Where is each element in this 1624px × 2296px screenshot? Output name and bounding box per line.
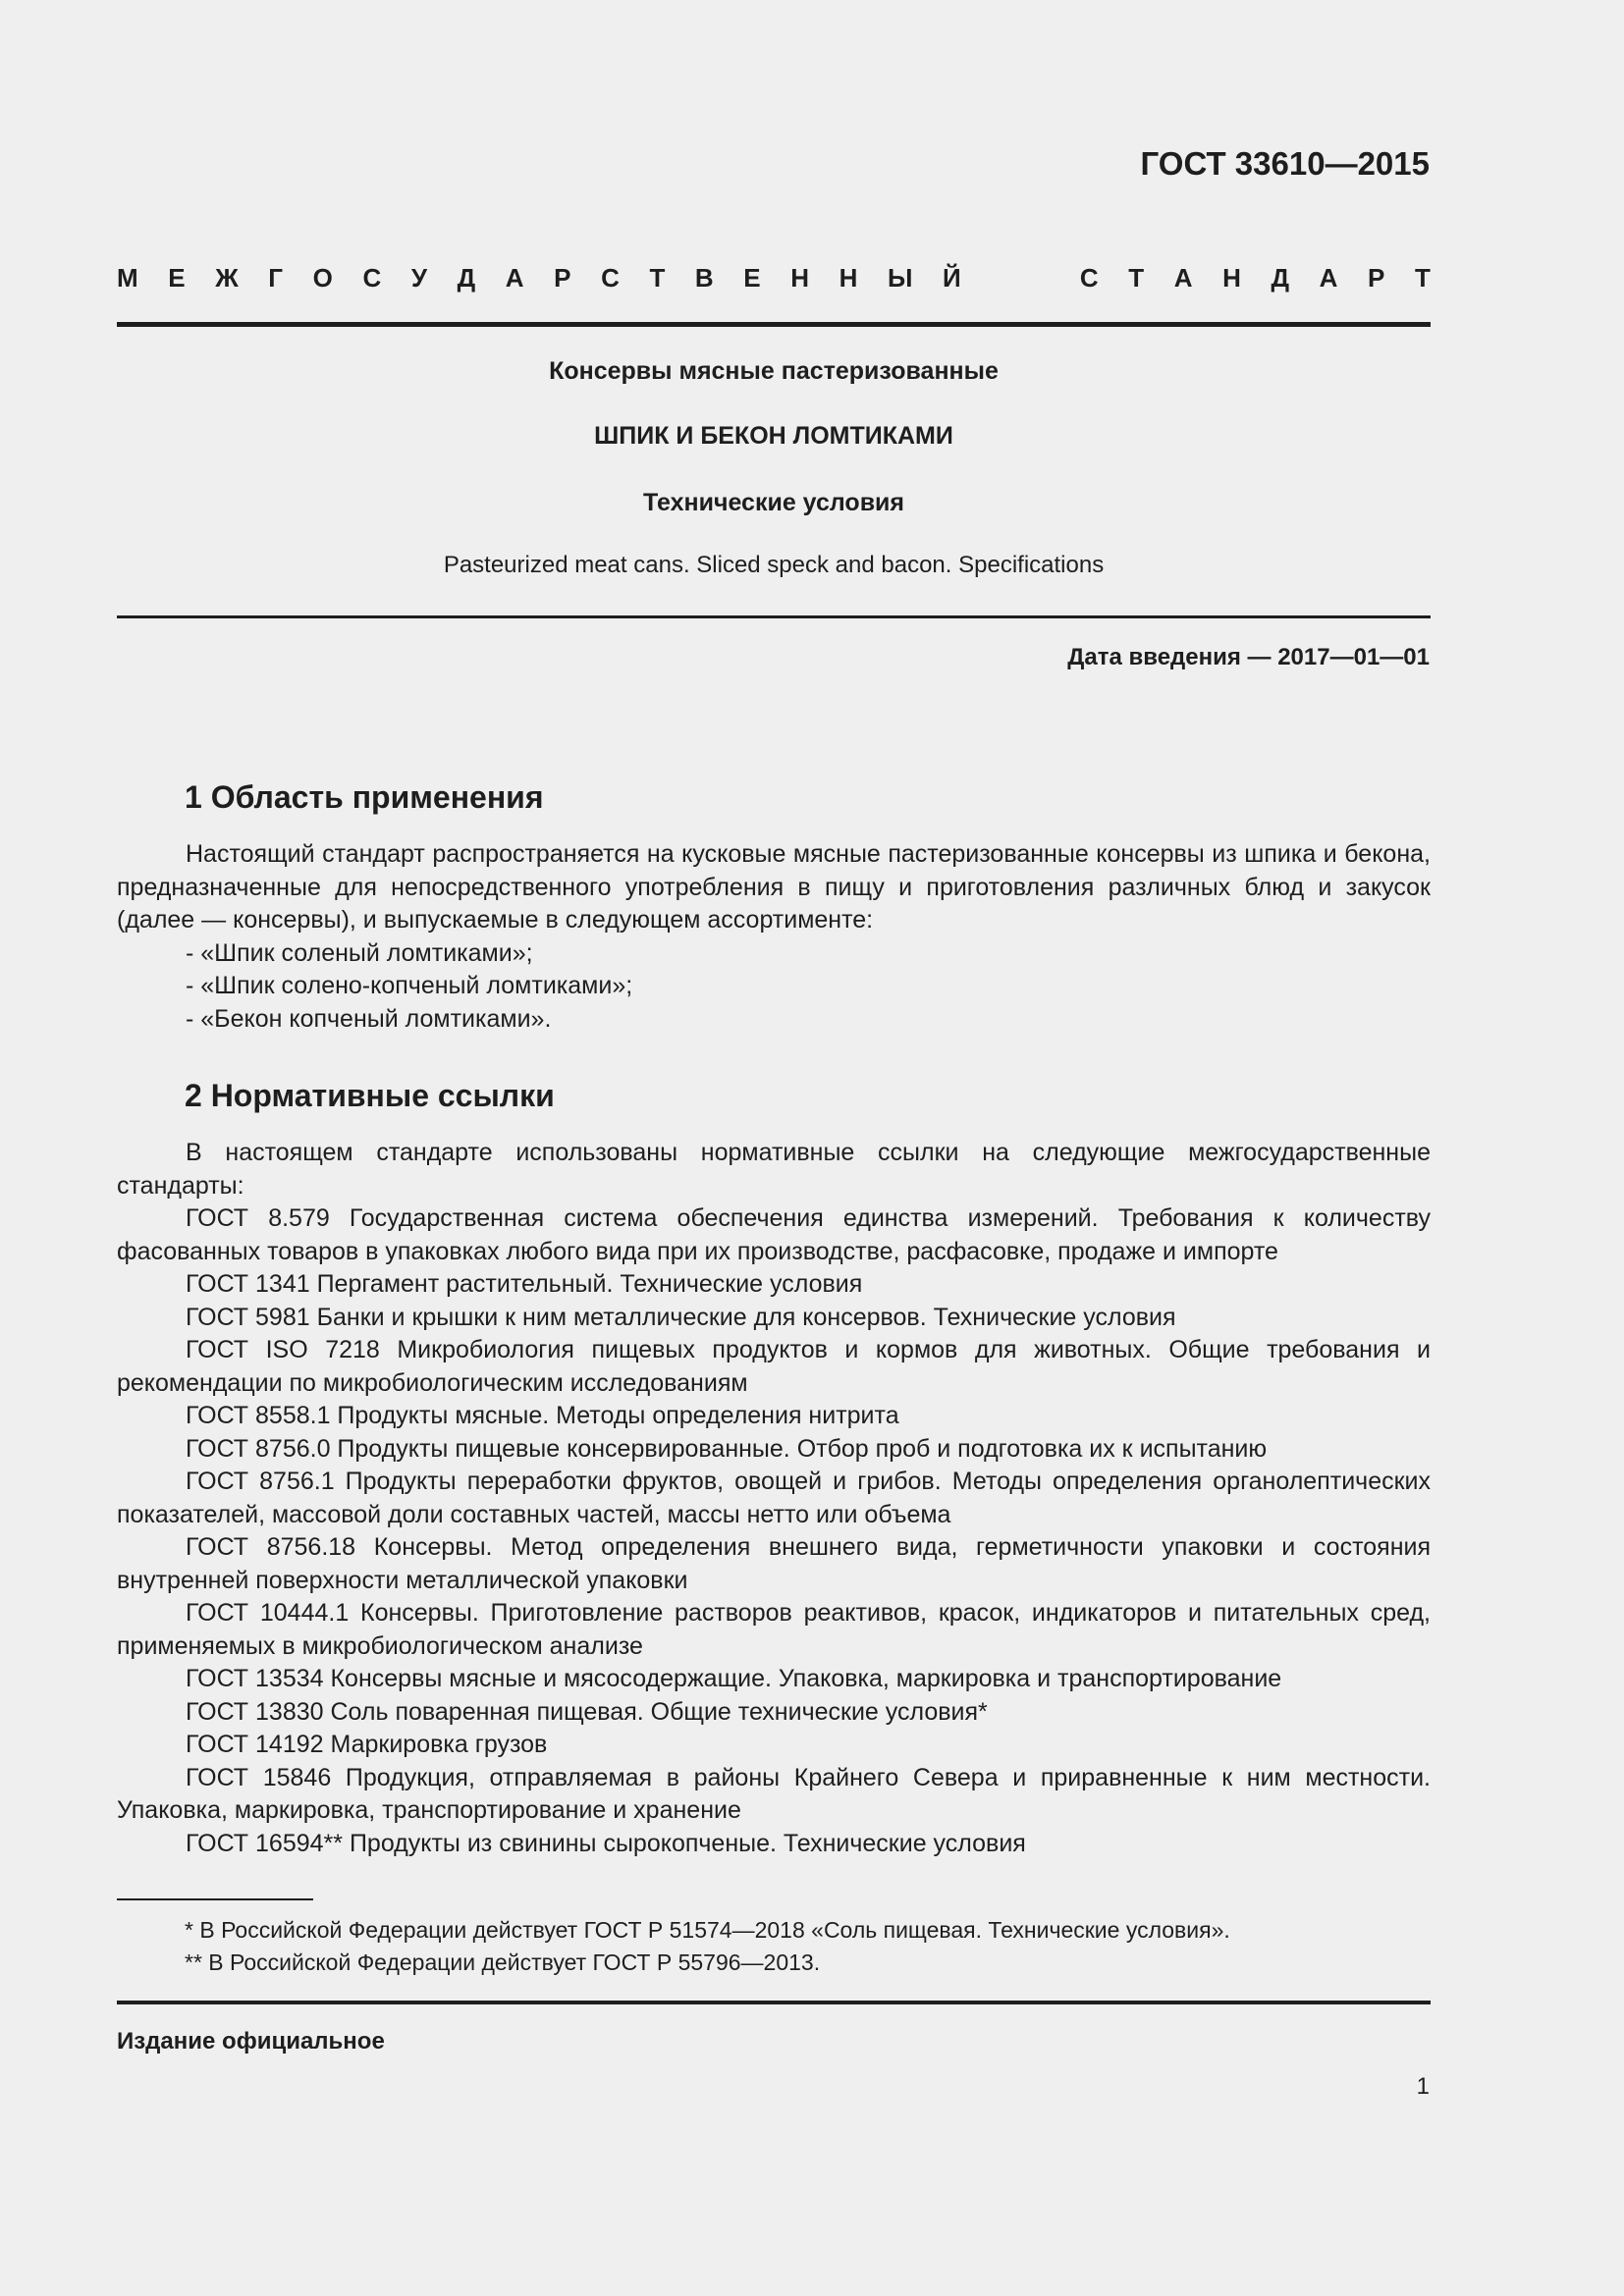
reference-item: ГОСТ 13830 Соль поваренная пищевая. Общие технические условия* — [186, 1697, 988, 1726]
list-item: - «Шпик солено-копченый ломтиками»; — [186, 972, 633, 999]
footnote: ** В Российской Федерации действует ГОСТ Р 55796—2013. — [185, 1949, 821, 1975]
banner-letter: Ы — [887, 263, 913, 293]
title-main: ШПИК И БЕКОН ЛОМТИКАМИ — [594, 422, 953, 450]
banner-letter: Д — [457, 263, 476, 293]
reference-item: ГОСТ 14192 Маркировка грузов — [186, 1731, 548, 1758]
banner-letter: С — [362, 263, 382, 293]
banner-letter: О — [312, 263, 333, 293]
section-1-intro: Настоящий стандарт распространяется на кусковые мясные пастеризованные консервы из шпика и бекона, предназначенные для непосредственного употребления в пищу и приготовления различных блюд и закусок (далее — консервы), и выпускаемые в следующем ассортименте: — [117, 840, 1431, 934]
banner-letter: А — [1319, 263, 1338, 293]
banner-letter: Т — [1414, 263, 1431, 293]
banner-letter: Е — [743, 263, 761, 293]
banner-letter: Н — [839, 263, 858, 293]
header-rule — [117, 322, 1431, 327]
banner-letter: С — [601, 263, 620, 293]
banner-letter: Т — [1128, 263, 1145, 293]
reference-item: ГОСТ 8756.1 Продукты переработки фруктов, овощей и грибов. Методы определения органолептических показателей, массовой доли составных частей, массы нетто или объема — [117, 1468, 1431, 1528]
banner-letter: Д — [1271, 263, 1290, 293]
reference-item: ГОСТ 16594** Продукты из свинины сырокопченые. Технические условия — [186, 1829, 1026, 1857]
reference-item: ГОСТ 8756.0 Продукты пищевые консервированные. Отбор проб и подготовка их к испытанию — [186, 1434, 1268, 1463]
reference-item: ГОСТ 8756.18 Консервы. Метод определения внешнего вида, герметичности упаковки и состояния внутренней поверхности металлической упаковки — [117, 1533, 1431, 1594]
section-2-intro: В настоящем стандарте использованы нормативные ссылки на следующие межгосударственные стандарты: — [117, 1139, 1431, 1200]
reference-item: ГОСТ 15846 Продукция, отправляемая в районы Крайнего Севера и приравненные к ним местности. Упаковка, маркировка, транспортирование и хранение — [117, 1763, 1431, 1824]
banner-letter: М — [117, 263, 138, 293]
section-2-body — [117, 1137, 1431, 1860]
reference-item: ГОСТ 10444.1 Консервы. Приготовление растворов реактивов, красок, индикаторов и питательных сред, применяемых в микробиологическом анализе — [117, 1599, 1431, 1660]
footnotes — [185, 1914, 1230, 1979]
reference-item: ГОСТ 1341 Пергамент растительный. Технические условия — [186, 1270, 863, 1298]
banner-letter: В — [694, 263, 714, 293]
footnote-rule — [117, 1898, 313, 1900]
title-rule — [117, 615, 1431, 618]
page-number: 1 — [1416, 2073, 1430, 2100]
banner-letter: Н — [1222, 263, 1241, 293]
banner-letter: Р — [1368, 263, 1385, 293]
section-1-heading: 1 Область применения — [185, 779, 544, 815]
banner-letter: Е — [168, 263, 186, 293]
banner-letter: Й — [943, 263, 961, 293]
banner-letter: У — [410, 263, 428, 293]
document-number: ГОСТ 33610—2015 — [1140, 145, 1430, 182]
banner-letter: А — [505, 263, 524, 293]
reference-item: ГОСТ 8558.1 Продукты мясные. Методы определения нитрита — [186, 1402, 899, 1429]
reference-item: ГОСТ ISO 7218 Микробиология пищевых продуктов и кормов для животных. Общие требования и рекомендации по микробиологическим исследованиям — [117, 1336, 1431, 1397]
banner-letter: А — [1173, 263, 1193, 293]
section-2-heading: 2 Нормативные ссылки — [185, 1078, 555, 1113]
reference-item: ГОСТ 5981 Банки и крышки к ним металлические для консервов. Технические условия — [186, 1303, 1176, 1331]
section-1-body — [117, 838, 1431, 1036]
title-subtitle: Консервы мясные пастеризованные — [549, 357, 999, 385]
list-item: - «Бекон копченый ломтиками». — [186, 1004, 552, 1033]
footnote: * В Российской Федерации действует ГОСТ Р 51574—2018 «Соль пищевая. Технические условия». — [185, 1917, 1230, 1943]
banner-letter: Т — [649, 263, 666, 293]
footer-rule — [117, 2001, 1431, 2004]
banner-letter: Н — [790, 263, 810, 293]
reference-item: ГОСТ 8.579 Государственная система обеспечения единства измерений. Требования к количеству фасованных товаров в упаковках любого вида при их производстве, расфасовке, продаже и импорте — [117, 1204, 1431, 1265]
introduction-date: Дата введения — 2017—01—01 — [1067, 644, 1430, 670]
standard-banner — [117, 263, 1431, 294]
banner-letter: С — [1079, 263, 1099, 293]
title-spec: Технические условия — [642, 489, 905, 516]
reference-item: ГОСТ 13534 Консервы мясные и мясосодержащие. Упаковка, маркировка и транспортирование — [186, 1665, 1282, 1692]
title-english: Pasteurized meat cans. Sliced speck and bacon. Specifications — [443, 552, 1105, 578]
banner-letter: Г — [268, 263, 284, 293]
banner-letter: Ж — [215, 263, 239, 293]
banner-letter: Р — [554, 263, 571, 293]
edition-label: Издание официальное — [117, 2028, 385, 2055]
list-item: - «Шпик соленый ломтиками»; — [186, 938, 533, 967]
